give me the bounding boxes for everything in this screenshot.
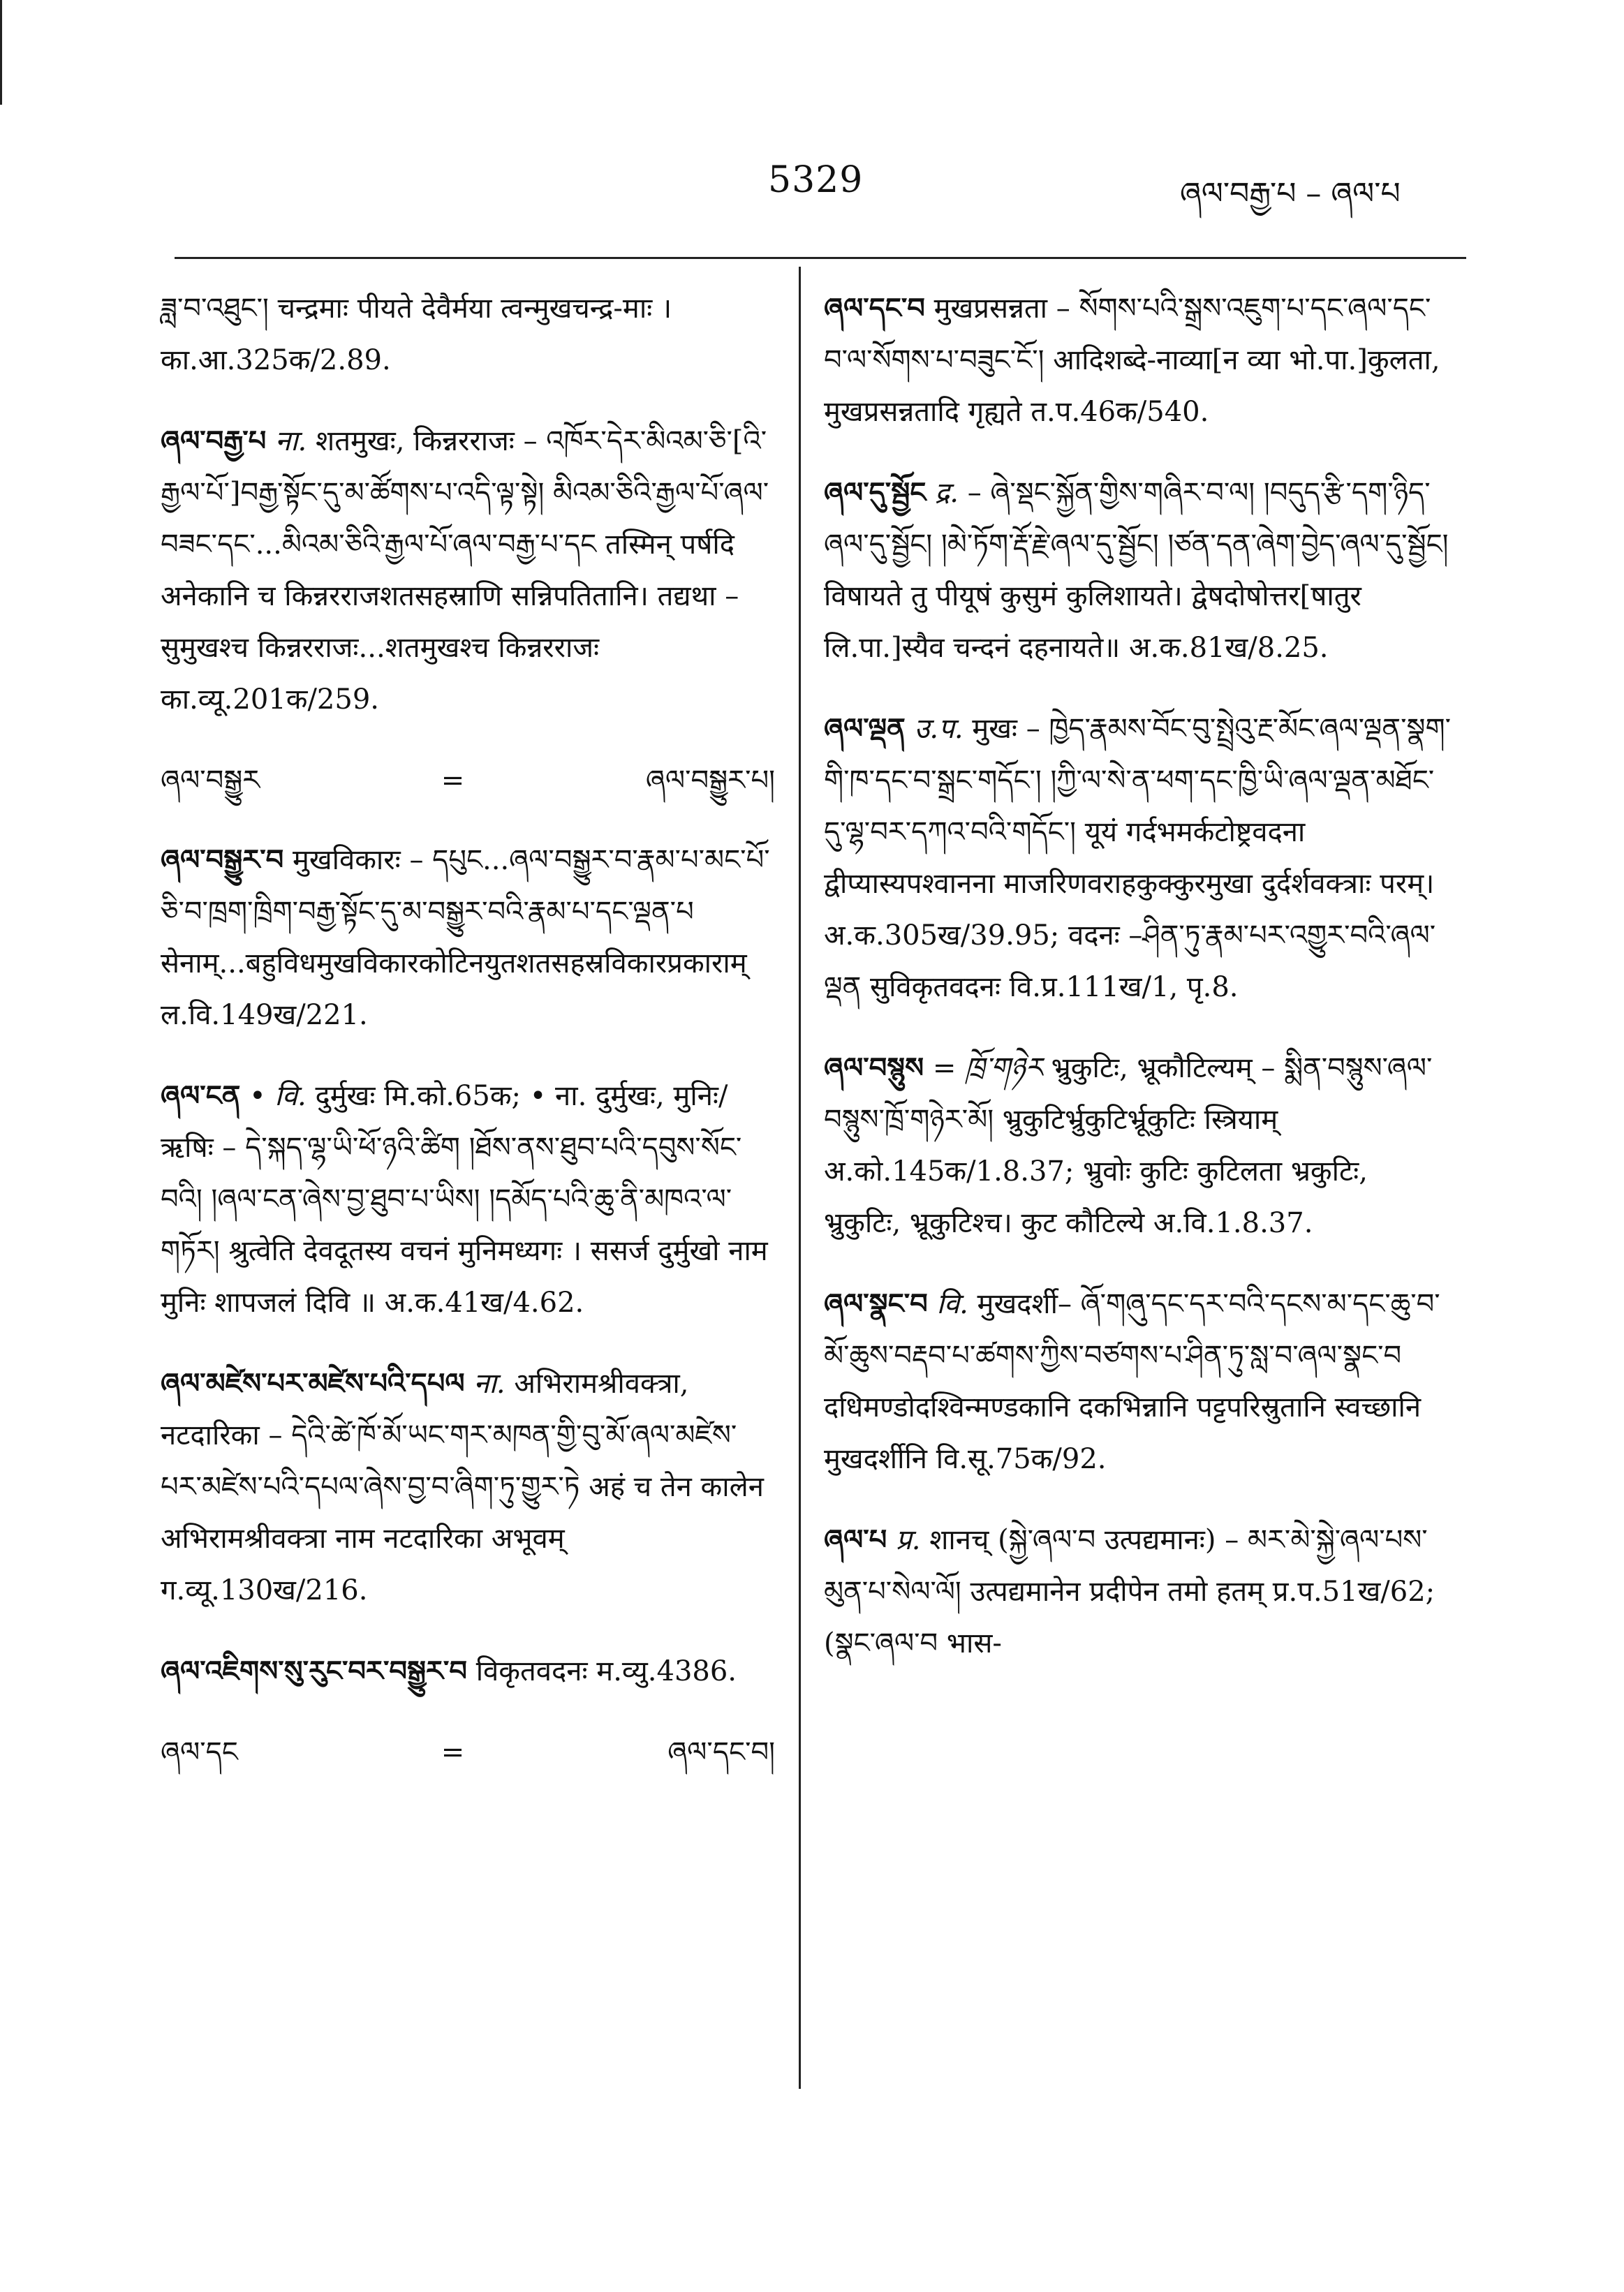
entry-text: ཟླ་བ་འཐུང་། चन्द्रमाः पीयते देवैर्मया त्वन्मुखचन्द्र-माः । का.आ.325क/2.89. — [161, 293, 672, 376]
entry-headword: ཞལ་བསྙུས — [824, 1051, 924, 1084]
entry-headword: ཞལ་བསྒྱུར་བ — [161, 843, 284, 876]
dictionary-entry — [161, 415, 775, 725]
dictionary-entry — [824, 283, 1452, 438]
entry-headword: ཞལ་སྣང་བ — [824, 1287, 928, 1320]
entry-abbreviation: उ.प. — [914, 713, 964, 745]
running-head: ཞལ་བརྒྱ་པ – ཞལ་པ — [1180, 176, 1401, 212]
entry-headword: ཞལ་ངན — [161, 1079, 241, 1112]
entry-abbreviation: द्र. — [935, 477, 959, 509]
scan-edge-mark — [0, 0, 2, 105]
entry-text: भ्रुकुटिः, भ्रूकौटिल्यम् – སྨིན་བསྙུས་ཞལ་བསྙུས་ཁྲོ་གཉེར་མོ། भ्रुकुटिर्भ्रुकुटिर्भ्रूकुटिः स्त्रियाम् अ.को.145क/1.8.37; भ्रुवोः कुटिः कुटिलता भ्रकुटिः, भ्रुकुटिः, भ्रूकुटिश्च। कुट कौटिल्ये अ.वि.1.8.37. — [824, 1052, 1433, 1239]
entry-text: शतमुखः, किन्नरराजः – འཁོར་དེར་མིའམ་ཅི་[འི་རྒྱལ་པོ་]བརྒྱ་སྟོང་དུ་མ་ཚོགས་པ་འདི་ལྟ་སྟེ། མིའམ་ཅིའི་རྒྱལ་པོ་ཞལ་བཟང་དང་...མིའམ་ཅིའི་རྒྱལ་པོ་ཞལ་བརྒྱ་པ་དང तस्मिन् पर्षदि अनेकानि च किन्नरराजशतसहस्राणि सन्निपतितानि। तद्यथा – सुमुखश्च किन्नरराजः...शतमुखश्च किन्नरराजः का.व्यू.201क/259. — [161, 425, 769, 716]
entry-headword: ཞལ་བརྒྱ་པ — [161, 424, 267, 457]
page-number: 5329 — [768, 159, 864, 201]
crossref-target: ཞལ་དང་བ། — [667, 1736, 775, 1768]
right-column — [824, 283, 1452, 1699]
dictionary-entry — [161, 283, 775, 386]
dictionary-entry — [824, 1278, 1452, 1485]
crossref-headword: ཞལ་དང — [161, 1736, 238, 1768]
entry-headword: ཞལ་དུ་སྦྱོང — [824, 476, 927, 509]
dictionary-entry — [824, 467, 1452, 674]
entry-text: अभिरामश्रीवक्त्रा, नटदारिका – དེའི་ཚེ་ཁོ་མོ་ཡང་གར་མཁན་གྱི་བུ་མོ་ཞལ་མཛེས་པར་མཛེས་པའི་དཔལ་ཞེས་བྱ་བ་ཞིག་ཏུ་གྱུར་ཏེ अहं च तेन कालेन अभिरामश्रीवक्त्रा नाम नटदारिका अभूवम् ग.व्यू.130ख/216. — [161, 1368, 764, 1606]
dictionary-entry — [161, 1646, 775, 1697]
entry-text: मुखदर्शी– ཞོ་གཞུ་དང་དར་བའི་དངས་མ་དང་ཆུ་བ་མོ་ཆུས་བརྡབ་པ་ཚགས་ཀྱིས་བཙགས་པ་ཤིན་ཏུ་སླ་བ་ཞལ་སྣང་བ दधिमण्डोदश्विन्मण्डकानि दकभिन्नानि पट्टपरिस्रुतानि स्वच्छानि मुखदर्शीनि वि.सू.75क/92. — [824, 1288, 1440, 1475]
crossref-target: ཞལ་བསྒྱུར་པ། — [645, 764, 775, 797]
cross-reference — [161, 1727, 775, 1778]
entry-headword: ཞལ་མཛེས་པར་མཛེས་པའི་དཔལ — [161, 1367, 465, 1400]
entry-text: मुखविकारः – དཔུང...ཞལ་བསྒྱུར་བ་རྣམ་པ་མང་པོ་ཅི་བ་ཁྲག་ཁྲིག་བརྒྱ་སྟོང་དུ་མ་བསྒྱུར་བའི་རྣམ་པ་དང་ལྡན་པ सेनाम्...बहुविधमुखविकारकोटिनयुतशतसहस्रविकारप्रकाराम् ल.वि.149ख/221. — [161, 844, 770, 1031]
dictionary-entry — [161, 1070, 775, 1329]
dictionary-entry — [161, 834, 775, 1041]
entry-headword: ཞལ་ལྡན — [824, 712, 906, 745]
entry-headword: ཞལ་པ — [824, 1523, 887, 1556]
entry-abbreviation: प्र. — [896, 1524, 921, 1556]
entry-text: विकृतवदनः म.व्यु.4386. — [475, 1655, 737, 1687]
entry-abbreviation: ना. — [275, 425, 307, 457]
cross-reference — [161, 755, 775, 806]
entry-headword: ཞལ་འཇིགས་སུ་རུང་བར་བསྒྱུར་བ — [161, 1655, 467, 1687]
column-divider — [799, 267, 801, 2089]
entry-abbreviation: ना. — [473, 1368, 505, 1400]
left-column — [161, 283, 775, 1806]
dictionary-entry — [824, 1514, 1452, 1669]
entry-text: दुर्मुखः मि.को.65क; • ना. दुर्मुखः, मुनिः/ऋषिः – དེ་སྐད་ལྷ་ཡི་ཕོ་ཉའི་ཚིག །ཐོས་ནས་ཐུབ་པའི་དབུས་སོང་བའི། །ཞལ་ངན་ཞེས་བྱ་ཐུབ་པ་ཡིས། །དམོད་པའི་ཆུ་ནི་མཁའ་ལ་གཏོར། श्रुत्वेति देवदूतस्य वचनं मुनिमध्यगः । ससर्ज दुर्मुखो नाम मुनिः शापजलं दिवि ॥ अ.क.41ख/4.62. — [161, 1080, 768, 1319]
entry-text: मुखः – ཁྱེད་རྣམས་བོང་བུ་སྤྲེའུ་རྔ་མོང་ཞལ་ལྡན་སྣག་གི་ཁ་དང་བ་སྒྲང་གདོང་། །ཀྱི་ལ་སེ་ན་ཕག་དང་ཁྱི་ཡི་ཞལ་ལྡན་མཐོང་དུ་ལྷ་བར་དཀའ་བའི་གདོང་། यूयं गर्दभमर्कटोष्ट्रवदना द्वीप्यास्यपश्वानना माजरिणवराहकुक्कुरमुखा दुर्दर्शवक्त्राः परम्। अ.क.305ख/39.95; वदनः –ཤིན་ཏུ་རྣམ་པར་འགྱུར་བའི་ཞལ་ལྡན सुविकृतवदनः वि.प्र.111ख/1, पृ.8. — [824, 713, 1452, 1003]
crossref-equals: = — [441, 764, 465, 797]
entry-headword: ཞལ་དང་བ — [824, 292, 925, 325]
entry-abbreviation: वि. — [936, 1288, 968, 1320]
crossref-equals: = — [441, 1736, 465, 1768]
entry-text: मुखप्रसन्नता – སོགས་པའི་སྒྲས་འཇུག་པ་དང་ཞལ་དང་བ་ལ་སོགས་པ་བཟུང་ངོ་། आदिशब्दे-नाव्या[न व्या भो.पा.]कुलता, मुखप्रसन्नतादि गृह्यते त.प.46क/540. — [824, 293, 1440, 428]
dictionary-entry — [161, 1358, 775, 1616]
entry-abbreviation: • वि. — [249, 1080, 307, 1112]
dictionary-entry — [824, 703, 1452, 1013]
entry-text: – ཞེ་སྡང་སྐྱོན་གྱིས་གཞིར་བ་ལ། །བདུད་རྩི་དག་ཉིད་ཞལ་དུ་སྦྱོང། །མེ་ཏོག་རྡོ་རྗེ་ཞལ་དུ་སྦྱོང། །ཙན་དན་ཞེག་བྱེད་ཞལ་དུ་སྦྱོང། विषायते तु पीयूषं कुसुमं कुलिशायते। द्वेषदोषोत्तर[षातुर लि.पा.]स्यैव चन्दनं दहनायते॥ अ.क.81ख/8.25. — [824, 477, 1449, 664]
dictionary-entry — [824, 1042, 1452, 1249]
header-rule — [175, 257, 1466, 259]
entry-text: शानच् (སྐྱེ་ཞལ་བ उत्पद्यमानः) – མར་མེ་སྐྱེ་ཞལ་པས་མུན་པ་སེལ་ལོ། उत्पद्यमानेन प्रदीपेन तमो हतम् प्र.प.51ख/62; (སྣང་ཞལ་བ भास- — [824, 1524, 1435, 1659]
entry-abbreviation: = ཁྲོ་གཉེར — [932, 1052, 1042, 1084]
crossref-headword: ཞལ་བསྒྱུར — [161, 764, 260, 797]
